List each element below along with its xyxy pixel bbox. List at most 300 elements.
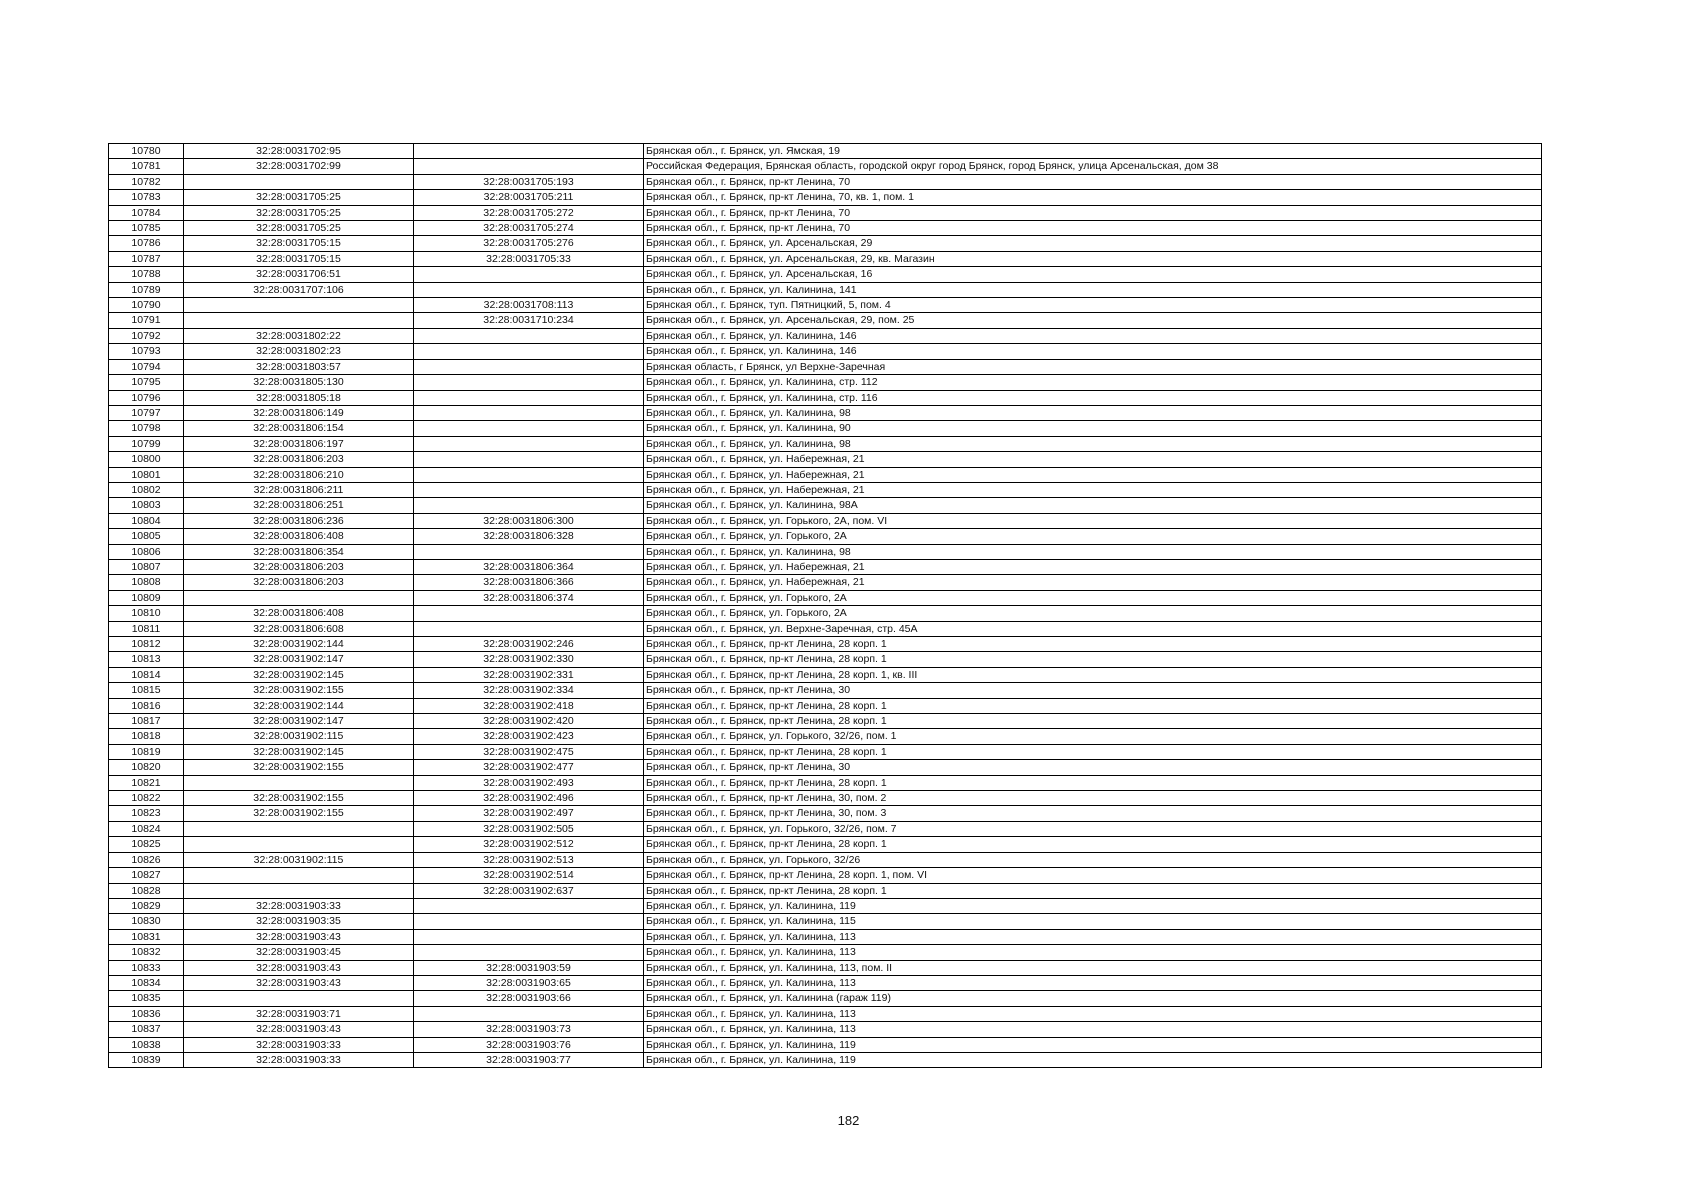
- row-number-cell: 10795: [109, 375, 184, 390]
- object-cadastral-cell: [414, 945, 644, 960]
- object-cadastral-cell: 32:28:0031902:497: [414, 806, 644, 821]
- address-cell: Брянская обл., г. Брянск, ул. Горького, 2А: [644, 529, 1542, 544]
- parcel-cadastral-cell: 32:28:0031805:130: [184, 375, 414, 390]
- object-cadastral-cell: [414, 498, 644, 513]
- table-row: [109, 375, 1542, 390]
- object-cadastral-cell: 32:28:0031806:374: [414, 590, 644, 605]
- address-cell: Брянская обл., г. Брянск, пр-кт Ленина, 28 корп. 1: [644, 637, 1542, 652]
- row-number-cell: 10829: [109, 898, 184, 913]
- row-number-cell: 10810: [109, 606, 184, 621]
- row-number-cell: 10788: [109, 267, 184, 282]
- row-number-cell: 10784: [109, 205, 184, 220]
- object-cadastral-cell: 32:28:0031902:514: [414, 868, 644, 883]
- object-cadastral-cell: 32:28:0031708:113: [414, 298, 644, 313]
- parcel-cadastral-cell: 32:28:0031902:155: [184, 806, 414, 821]
- table-row: [109, 991, 1542, 1006]
- parcel-cadastral-cell: 32:28:0031806:608: [184, 621, 414, 636]
- table-row: [109, 559, 1542, 574]
- parcel-cadastral-cell: 32:28:0031902:147: [184, 714, 414, 729]
- object-cadastral-cell: 32:28:0031902:513: [414, 852, 644, 867]
- row-number-cell: 10799: [109, 436, 184, 451]
- table-row: [109, 575, 1542, 590]
- object-cadastral-cell: 32:28:0031705:274: [414, 221, 644, 236]
- parcel-cadastral-cell: 32:28:0031705:25: [184, 190, 414, 205]
- object-cadastral-cell: [414, 375, 644, 390]
- address-cell: Брянская обл., г. Брянск, ул. Калинина, 146: [644, 344, 1542, 359]
- object-cadastral-cell: [414, 405, 644, 420]
- parcel-cadastral-cell: 32:28:0031707:106: [184, 282, 414, 297]
- row-number-cell: 10797: [109, 405, 184, 420]
- row-number-cell: 10827: [109, 868, 184, 883]
- address-cell: Брянская обл., г. Брянск, ул. Калинина, 146: [644, 328, 1542, 343]
- object-cadastral-cell: 32:28:0031902:331: [414, 667, 644, 682]
- parcel-cadastral-cell: [184, 991, 414, 1006]
- object-cadastral-cell: 32:28:0031903:66: [414, 991, 644, 1006]
- table-row: [109, 791, 1542, 806]
- object-cadastral-cell: 32:28:0031902:246: [414, 637, 644, 652]
- address-cell: Брянская обл., г. Брянск, ул. Арсенальская, 29, кв. Магазин: [644, 251, 1542, 266]
- table-row: [109, 667, 1542, 682]
- row-number-cell: 10828: [109, 883, 184, 898]
- object-cadastral-cell: [414, 159, 644, 174]
- address-cell: Брянская обл., г. Брянск, ул. Арсенальская, 29: [644, 236, 1542, 251]
- object-cadastral-cell: 32:28:0031705:211: [414, 190, 644, 205]
- address-cell: Брянская обл., г. Брянск, ул. Ямская, 19: [644, 144, 1542, 159]
- object-cadastral-cell: 32:28:0031705:193: [414, 174, 644, 189]
- object-cadastral-cell: [414, 606, 644, 621]
- address-cell: Брянская обл., г. Брянск, ул. Калинина, 113, пом. II: [644, 960, 1542, 975]
- object-cadastral-cell: [414, 621, 644, 636]
- object-cadastral-cell: 32:28:0031903:73: [414, 1022, 644, 1037]
- parcel-cadastral-cell: 32:28:0031903:43: [184, 929, 414, 944]
- table-row: [109, 714, 1542, 729]
- table-row: [109, 328, 1542, 343]
- object-cadastral-cell: [414, 267, 644, 282]
- parcel-cadastral-cell: 32:28:0031806:203: [184, 452, 414, 467]
- table-row: [109, 883, 1542, 898]
- table-row: [109, 760, 1542, 775]
- object-cadastral-cell: 32:28:0031806:364: [414, 559, 644, 574]
- address-cell: Брянская обл., г. Брянск, ул. Калинина, 90: [644, 421, 1542, 436]
- parcel-cadastral-cell: 32:28:0031806:197: [184, 436, 414, 451]
- object-cadastral-cell: 32:28:0031902:418: [414, 698, 644, 713]
- row-number-cell: 10817: [109, 714, 184, 729]
- table-row: [109, 298, 1542, 313]
- row-number-cell: 10801: [109, 467, 184, 482]
- address-cell: Брянская обл., г. Брянск, пр-кт Ленина, 30: [644, 683, 1542, 698]
- table-row: [109, 683, 1542, 698]
- parcel-cadastral-cell: 32:28:0031903:45: [184, 945, 414, 960]
- row-number-cell: 10825: [109, 837, 184, 852]
- parcel-cadastral-cell: 32:28:0031806:236: [184, 513, 414, 528]
- address-cell: Брянская обл., г. Брянск, пр-кт Ленина, 30, пом. 2: [644, 791, 1542, 806]
- parcel-cadastral-cell: 32:28:0031902:144: [184, 698, 414, 713]
- object-cadastral-cell: [414, 929, 644, 944]
- table-row: [109, 868, 1542, 883]
- parcel-cadastral-cell: 32:28:0031705:25: [184, 205, 414, 220]
- address-cell: Брянская обл., г. Брянск, ул. Горького, 32/26, пом. 1: [644, 729, 1542, 744]
- table-row: [109, 1052, 1542, 1067]
- parcel-cadastral-cell: 32:28:0031902:115: [184, 852, 414, 867]
- parcel-cadastral-cell: [184, 775, 414, 790]
- parcel-cadastral-cell: 32:28:0031903:35: [184, 914, 414, 929]
- object-cadastral-cell: 32:28:0031710:234: [414, 313, 644, 328]
- table-row: [109, 513, 1542, 528]
- table-row: [109, 821, 1542, 836]
- address-cell: Брянская обл., г. Брянск, ул. Арсенальская, 29, пом. 25: [644, 313, 1542, 328]
- address-cell: Брянская обл., г. Брянск, пр-кт Ленина, 28 корп. 1: [644, 775, 1542, 790]
- row-number-cell: 10821: [109, 775, 184, 790]
- object-cadastral-cell: 32:28:0031705:33: [414, 251, 644, 266]
- table-row: [109, 205, 1542, 220]
- table-row: [109, 544, 1542, 559]
- parcel-cadastral-cell: 32:28:0031903:33: [184, 1052, 414, 1067]
- object-cadastral-cell: [414, 482, 644, 497]
- object-cadastral-cell: [414, 328, 644, 343]
- row-number-cell: 10785: [109, 221, 184, 236]
- row-number-cell: 10822: [109, 791, 184, 806]
- table-row: [109, 837, 1542, 852]
- row-number-cell: 10812: [109, 637, 184, 652]
- row-number-cell: 10782: [109, 174, 184, 189]
- address-cell: Брянская обл., г. Брянск, пр-кт Ленина, 28 корп. 1: [644, 652, 1542, 667]
- table-row: [109, 744, 1542, 759]
- parcel-cadastral-cell: 32:28:0031902:155: [184, 683, 414, 698]
- object-cadastral-cell: 32:28:0031705:272: [414, 205, 644, 220]
- table-row: [109, 1022, 1542, 1037]
- table-row: [109, 482, 1542, 497]
- parcel-cadastral-cell: 32:28:0031705:15: [184, 236, 414, 251]
- object-cadastral-cell: [414, 344, 644, 359]
- row-number-cell: 10838: [109, 1037, 184, 1052]
- table-row: [109, 190, 1542, 205]
- address-cell: Брянская обл., г. Брянск, пр-кт Ленина, 28 корп. 1: [644, 837, 1542, 852]
- table-row: [109, 282, 1542, 297]
- address-cell: Брянская обл., г. Брянск, ул. Верхне-Заречная, стр. 45А: [644, 621, 1542, 636]
- parcel-cadastral-cell: 32:28:0031903:71: [184, 1006, 414, 1021]
- row-number-cell: 10804: [109, 513, 184, 528]
- address-cell: Брянская обл., г. Брянск, пр-кт Ленина, 30, пом. 3: [644, 806, 1542, 821]
- address-cell: Брянская обл., г. Брянск, ул. Набережная, 21: [644, 467, 1542, 482]
- parcel-cadastral-cell: 32:28:0031806:408: [184, 529, 414, 544]
- parcel-cadastral-cell: [184, 868, 414, 883]
- row-number-cell: 10834: [109, 975, 184, 990]
- address-cell: Брянская обл., г. Брянск, ул. Калинина, стр. 116: [644, 390, 1542, 405]
- address-cell: Брянская обл., г. Брянск, ул. Калинина, стр. 112: [644, 375, 1542, 390]
- object-cadastral-cell: 32:28:0031902:496: [414, 791, 644, 806]
- parcel-cadastral-cell: 32:28:0031806:210: [184, 467, 414, 482]
- parcel-cadastral-cell: [184, 883, 414, 898]
- address-cell: Брянская обл., г. Брянск, пр-кт Ленина, 28 корп. 1: [644, 714, 1542, 729]
- row-number-cell: 10835: [109, 991, 184, 1006]
- table-row: [109, 637, 1542, 652]
- row-number-cell: 10826: [109, 852, 184, 867]
- object-cadastral-cell: 32:28:0031902:512: [414, 837, 644, 852]
- row-number-cell: 10802: [109, 482, 184, 497]
- parcel-cadastral-cell: 32:28:0031802:23: [184, 344, 414, 359]
- parcel-cadastral-cell: 32:28:0031702:95: [184, 144, 414, 159]
- table-row: [109, 405, 1542, 420]
- row-number-cell: 10824: [109, 821, 184, 836]
- row-number-cell: 10787: [109, 251, 184, 266]
- object-cadastral-cell: [414, 436, 644, 451]
- parcel-cadastral-cell: 32:28:0031806:354: [184, 544, 414, 559]
- object-cadastral-cell: [414, 421, 644, 436]
- parcel-cadastral-cell: 32:28:0031806:211: [184, 482, 414, 497]
- table-row: [109, 221, 1542, 236]
- address-cell: Брянская обл., г. Брянск, ул. Набережная, 21: [644, 575, 1542, 590]
- row-number-cell: 10794: [109, 359, 184, 374]
- table-row: [109, 529, 1542, 544]
- address-cell: Брянская обл., г. Брянск, пр-кт Ленина, 28 корп. 1, кв. III: [644, 667, 1542, 682]
- row-number-cell: 10809: [109, 590, 184, 605]
- address-cell: Брянская обл., г. Брянск, пр-кт Ленина, 28 корп. 1: [644, 883, 1542, 898]
- address-cell: Брянская обл., г. Брянск, туп. Пятницкий, 5, пом. 4: [644, 298, 1542, 313]
- row-number-cell: 10780: [109, 144, 184, 159]
- parcel-cadastral-cell: 32:28:0031803:57: [184, 359, 414, 374]
- row-number-cell: 10814: [109, 667, 184, 682]
- object-cadastral-cell: 32:28:0031902:493: [414, 775, 644, 790]
- object-cadastral-cell: 32:28:0031806:300: [414, 513, 644, 528]
- parcel-cadastral-cell: 32:28:0031903:43: [184, 975, 414, 990]
- row-number-cell: 10792: [109, 328, 184, 343]
- table-row: [109, 436, 1542, 451]
- object-cadastral-cell: [414, 467, 644, 482]
- parcel-cadastral-cell: 32:28:0031702:99: [184, 159, 414, 174]
- parcel-cadastral-cell: 32:28:0031903:43: [184, 1022, 414, 1037]
- parcel-cadastral-cell: 32:28:0031903:33: [184, 1037, 414, 1052]
- address-cell: Брянская обл., г. Брянск, ул. Калинина, 113: [644, 1022, 1542, 1037]
- parcel-cadastral-cell: 32:28:0031705:15: [184, 251, 414, 266]
- object-cadastral-cell: 32:28:0031902:330: [414, 652, 644, 667]
- table-row: [109, 1006, 1542, 1021]
- address-cell: Брянская обл., г. Брянск, пр-кт Ленина, 70, кв. 1, пом. 1: [644, 190, 1542, 205]
- object-cadastral-cell: [414, 452, 644, 467]
- parcel-cadastral-cell: [184, 298, 414, 313]
- parcel-cadastral-cell: 32:28:0031806:203: [184, 559, 414, 574]
- parcel-cadastral-cell: 32:28:0031902:147: [184, 652, 414, 667]
- registry-table-body: [109, 144, 1542, 1068]
- address-cell: Брянская обл., г. Брянск, ул. Калинина, 98: [644, 436, 1542, 451]
- address-cell: Брянская обл., г. Брянск, пр-кт Ленина, 70: [644, 205, 1542, 220]
- address-cell: Брянская обл., г. Брянск, ул. Калинина, 113: [644, 945, 1542, 960]
- address-cell: Брянская обл., г. Брянск, пр-кт Ленина, 70: [644, 174, 1542, 189]
- row-number-cell: 10836: [109, 1006, 184, 1021]
- row-number-cell: 10786: [109, 236, 184, 251]
- address-cell: Брянская обл., г. Брянск, ул. Калинина, 113: [644, 975, 1542, 990]
- row-number-cell: 10831: [109, 929, 184, 944]
- object-cadastral-cell: 32:28:0031806:328: [414, 529, 644, 544]
- address-cell: Брянская обл., г. Брянск, ул. Калинина, 98: [644, 405, 1542, 420]
- object-cadastral-cell: [414, 390, 644, 405]
- row-number-cell: 10798: [109, 421, 184, 436]
- table-row: [109, 267, 1542, 282]
- object-cadastral-cell: 32:28:0031903:77: [414, 1052, 644, 1067]
- row-number-cell: 10837: [109, 1022, 184, 1037]
- row-number-cell: 10790: [109, 298, 184, 313]
- address-cell: Брянская обл., г. Брянск, ул. Калинина, 119: [644, 1037, 1542, 1052]
- parcel-cadastral-cell: [184, 837, 414, 852]
- row-number-cell: 10806: [109, 544, 184, 559]
- table-row: [109, 159, 1542, 174]
- address-cell: Российская Федерация, Брянская область, городской округ город Брянск, город Брянск, улица Арсенальская, дом 38: [644, 159, 1542, 174]
- row-number-cell: 10803: [109, 498, 184, 513]
- row-number-cell: 10819: [109, 744, 184, 759]
- row-number-cell: 10816: [109, 698, 184, 713]
- parcel-cadastral-cell: 32:28:0031805:18: [184, 390, 414, 405]
- parcel-cadastral-cell: 32:28:0031806:251: [184, 498, 414, 513]
- address-cell: Брянская обл., г. Брянск, пр-кт Ленина, 28 корп. 1: [644, 698, 1542, 713]
- object-cadastral-cell: [414, 914, 644, 929]
- row-number-cell: 10839: [109, 1052, 184, 1067]
- table-row: [109, 1037, 1542, 1052]
- object-cadastral-cell: 32:28:0031903:59: [414, 960, 644, 975]
- object-cadastral-cell: [414, 1006, 644, 1021]
- table-row: [109, 806, 1542, 821]
- object-cadastral-cell: 32:28:0031902:637: [414, 883, 644, 898]
- table-row: [109, 606, 1542, 621]
- table-row: [109, 975, 1542, 990]
- table-row: [109, 852, 1542, 867]
- table-row: [109, 251, 1542, 266]
- address-cell: Брянская обл., г. Брянск, ул. Калинина, 141: [644, 282, 1542, 297]
- row-number-cell: 10791: [109, 313, 184, 328]
- row-number-cell: 10833: [109, 960, 184, 975]
- object-cadastral-cell: 32:28:0031902:505: [414, 821, 644, 836]
- row-number-cell: 10818: [109, 729, 184, 744]
- address-cell: Брянская обл., г. Брянск, ул. Горького, 2А: [644, 590, 1542, 605]
- row-number-cell: 10800: [109, 452, 184, 467]
- table-row: [109, 914, 1542, 929]
- address-cell: Брянская обл., г. Брянск, пр-кт Ленина, 70: [644, 221, 1542, 236]
- row-number-cell: 10815: [109, 683, 184, 698]
- table-row: [109, 621, 1542, 636]
- table-row: [109, 929, 1542, 944]
- row-number-cell: 10793: [109, 344, 184, 359]
- row-number-cell: 10789: [109, 282, 184, 297]
- row-number-cell: 10830: [109, 914, 184, 929]
- parcel-cadastral-cell: [184, 821, 414, 836]
- address-cell: Брянская обл., г. Брянск, ул. Калинина, 98А: [644, 498, 1542, 513]
- parcel-cadastral-cell: 32:28:0031806:408: [184, 606, 414, 621]
- row-number-cell: 10823: [109, 806, 184, 821]
- address-cell: Брянская обл., г. Брянск, ул. Горького, 32/26: [644, 852, 1542, 867]
- table-row: [109, 421, 1542, 436]
- row-number-cell: 10807: [109, 559, 184, 574]
- table-row: [109, 467, 1542, 482]
- parcel-cadastral-cell: 32:28:0031806:154: [184, 421, 414, 436]
- address-cell: Брянская обл., г. Брянск, ул. Набережная, 21: [644, 559, 1542, 574]
- parcel-cadastral-cell: [184, 313, 414, 328]
- address-cell: Брянская обл., г. Брянск, ул. Калинина, 119: [644, 898, 1542, 913]
- object-cadastral-cell: 32:28:0031902:423: [414, 729, 644, 744]
- object-cadastral-cell: 32:28:0031902:420: [414, 714, 644, 729]
- table-row: [109, 898, 1542, 913]
- table-row: [109, 698, 1542, 713]
- parcel-cadastral-cell: 32:28:0031902:155: [184, 760, 414, 775]
- object-cadastral-cell: [414, 544, 644, 559]
- table-row: [109, 344, 1542, 359]
- table-row: [109, 359, 1542, 374]
- object-cadastral-cell: 32:28:0031903:76: [414, 1037, 644, 1052]
- address-cell: Брянская обл., г. Брянск, ул. Калинина, 113: [644, 1006, 1542, 1021]
- address-cell: Брянская обл., г. Брянск, ул. Горького, 32/26, пом. 7: [644, 821, 1542, 836]
- address-cell: Брянская обл., г. Брянск, ул. Калинина, 113: [644, 929, 1542, 944]
- object-cadastral-cell: 32:28:0031902:477: [414, 760, 644, 775]
- object-cadastral-cell: 32:28:0031806:366: [414, 575, 644, 590]
- parcel-cadastral-cell: 32:28:0031802:22: [184, 328, 414, 343]
- address-cell: Брянская обл., г. Брянск, ул. Калинина, 98: [644, 544, 1542, 559]
- parcel-cadastral-cell: 32:28:0031902:145: [184, 667, 414, 682]
- row-number-cell: 10832: [109, 945, 184, 960]
- row-number-cell: 10781: [109, 159, 184, 174]
- parcel-cadastral-cell: 32:28:0031902:145: [184, 744, 414, 759]
- parcel-cadastral-cell: 32:28:0031705:25: [184, 221, 414, 236]
- row-number-cell: 10820: [109, 760, 184, 775]
- parcel-cadastral-cell: 32:28:0031806:203: [184, 575, 414, 590]
- parcel-cadastral-cell: 32:28:0031903:33: [184, 898, 414, 913]
- row-number-cell: 10805: [109, 529, 184, 544]
- address-cell: Брянская обл., г. Брянск, ул. Калинина, 119: [644, 1052, 1542, 1067]
- parcel-cadastral-cell: [184, 590, 414, 605]
- object-cadastral-cell: [414, 282, 644, 297]
- table-row: [109, 313, 1542, 328]
- row-number-cell: 10811: [109, 621, 184, 636]
- parcel-cadastral-cell: 32:28:0031902:115: [184, 729, 414, 744]
- table-row: [109, 236, 1542, 251]
- table-row: [109, 945, 1542, 960]
- address-cell: Брянская обл., г. Брянск, ул. Набережная, 21: [644, 452, 1542, 467]
- table-row: [109, 590, 1542, 605]
- table-row: [109, 775, 1542, 790]
- registry-table: [108, 143, 1542, 1068]
- table-row: [109, 174, 1542, 189]
- address-cell: Брянская обл., г. Брянск, ул. Калинина (гараж 119): [644, 991, 1542, 1006]
- address-cell: Брянская обл., г. Брянск, ул. Горького, 2А: [644, 606, 1542, 621]
- address-cell: Брянская обл., г. Брянск, ул. Арсенальская, 16: [644, 267, 1542, 282]
- parcel-cadastral-cell: 32:28:0031806:149: [184, 405, 414, 420]
- table-row: [109, 498, 1542, 513]
- page-number: 182: [837, 1113, 860, 1128]
- address-cell: Брянская обл., г. Брянск, ул. Горького, 2А, пом. VI: [644, 513, 1542, 528]
- object-cadastral-cell: 32:28:0031705:276: [414, 236, 644, 251]
- object-cadastral-cell: 32:28:0031902:475: [414, 744, 644, 759]
- address-cell: Брянская обл., г. Брянск, пр-кт Ленина, 30: [644, 760, 1542, 775]
- object-cadastral-cell: [414, 359, 644, 374]
- parcel-cadastral-cell: 32:28:0031902:155: [184, 791, 414, 806]
- row-number-cell: 10808: [109, 575, 184, 590]
- table-row: [109, 144, 1542, 159]
- object-cadastral-cell: 32:28:0031903:65: [414, 975, 644, 990]
- parcel-cadastral-cell: [184, 174, 414, 189]
- object-cadastral-cell: 32:28:0031902:334: [414, 683, 644, 698]
- table-row: [109, 452, 1542, 467]
- address-cell: Брянская обл., г. Брянск, пр-кт Ленина, 28 корп. 1, пом. VI: [644, 868, 1542, 883]
- address-cell: Брянская обл., г. Брянск, пр-кт Ленина, 28 корп. 1: [644, 744, 1542, 759]
- table-row: [109, 960, 1542, 975]
- row-number-cell: 10783: [109, 190, 184, 205]
- table-row: [109, 652, 1542, 667]
- table-row: [109, 390, 1542, 405]
- address-cell: Брянская область, г Брянск, ул Верхне-Заречная: [644, 359, 1542, 374]
- object-cadastral-cell: [414, 144, 644, 159]
- address-cell: Брянская обл., г. Брянск, ул. Набережная, 21: [644, 482, 1542, 497]
- address-cell: Брянская обл., г. Брянск, ул. Калинина, 115: [644, 914, 1542, 929]
- parcel-cadastral-cell: 32:28:0031706:51: [184, 267, 414, 282]
- parcel-cadastral-cell: 32:28:0031902:144: [184, 637, 414, 652]
- row-number-cell: 10796: [109, 390, 184, 405]
- parcel-cadastral-cell: 32:28:0031903:43: [184, 960, 414, 975]
